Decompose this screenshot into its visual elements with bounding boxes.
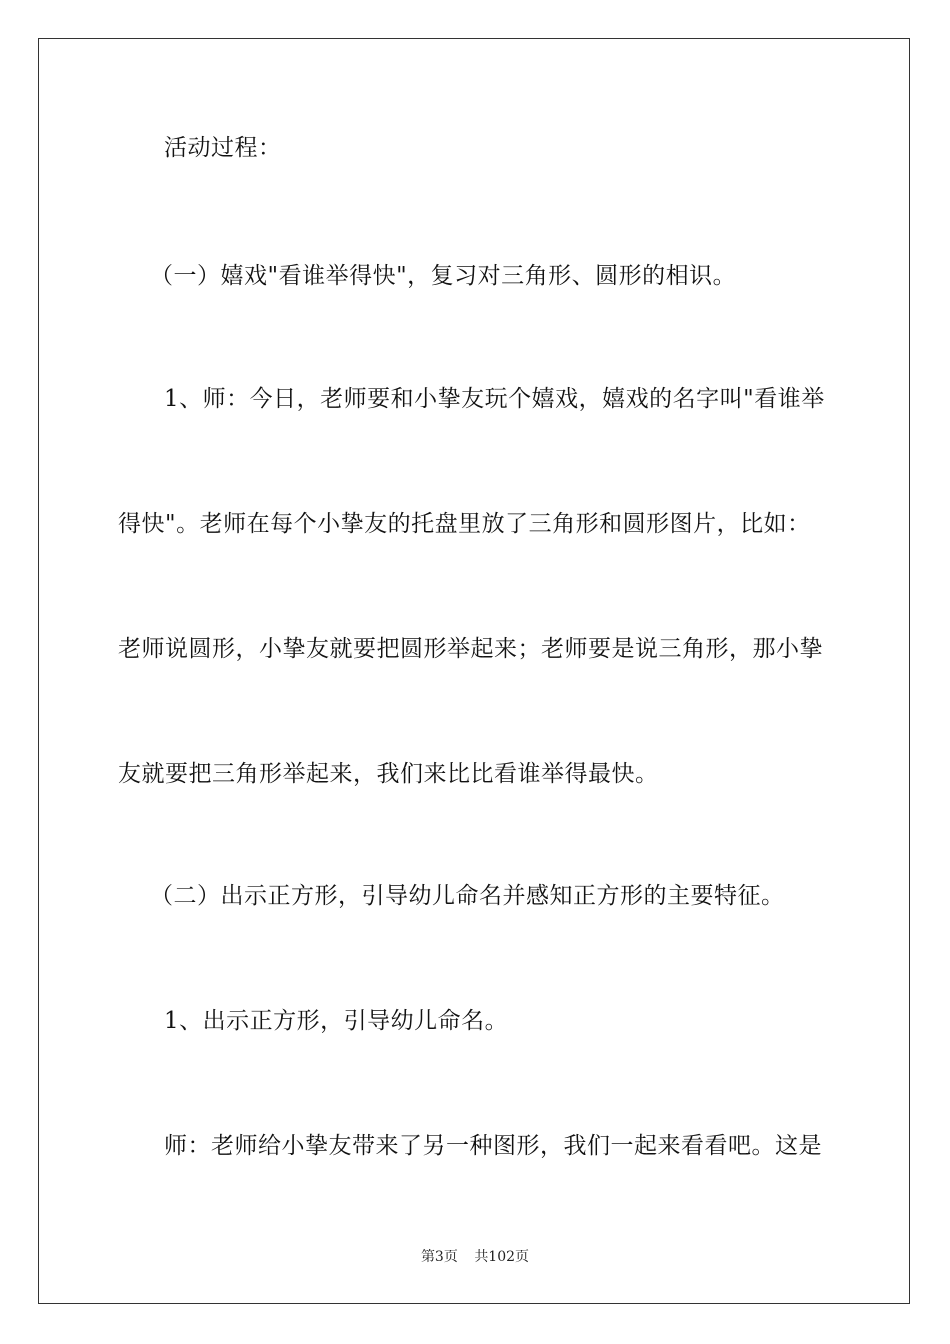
paragraph-line-2: （一）嬉戏"看谁举得快"，复习对三角形、圆形的相识。 (150, 263, 737, 289)
paragraph-line-5: 老师说圆形，小挚友就要把圆形举起来；老师要是说三角形，那小挚 (118, 636, 823, 662)
page-footer (0, 1248, 950, 1266)
total-pages: 共102页 (474, 1249, 530, 1265)
paragraph-line-1: 活动过程： (164, 135, 282, 161)
paragraph-line-8: 1、出示正方形，引导幼儿命名。 (164, 1008, 509, 1034)
paragraph-line-6: 友就要把三角形举起来，我们来比比看谁举得最快。 (118, 761, 659, 787)
paragraph-line-4: 得快"。老师在每个小挚友的托盘里放了三角形和圆形图片，比如： (118, 511, 811, 537)
page-border (38, 38, 910, 1304)
paragraph-line-7: （二）出示正方形，引导幼儿命名并感知正方形的主要特征。 (150, 883, 785, 909)
paragraph-line-3: 1、师：今日，老师要和小挚友玩个嬉戏，嬉戏的名字叫"看谁举 (164, 386, 825, 412)
page-number: 第3页 (420, 1249, 458, 1265)
paragraph-line-9: 师：老师给小挚友带来了另一种图形，我们一起来看看吧。这是 (164, 1133, 822, 1159)
